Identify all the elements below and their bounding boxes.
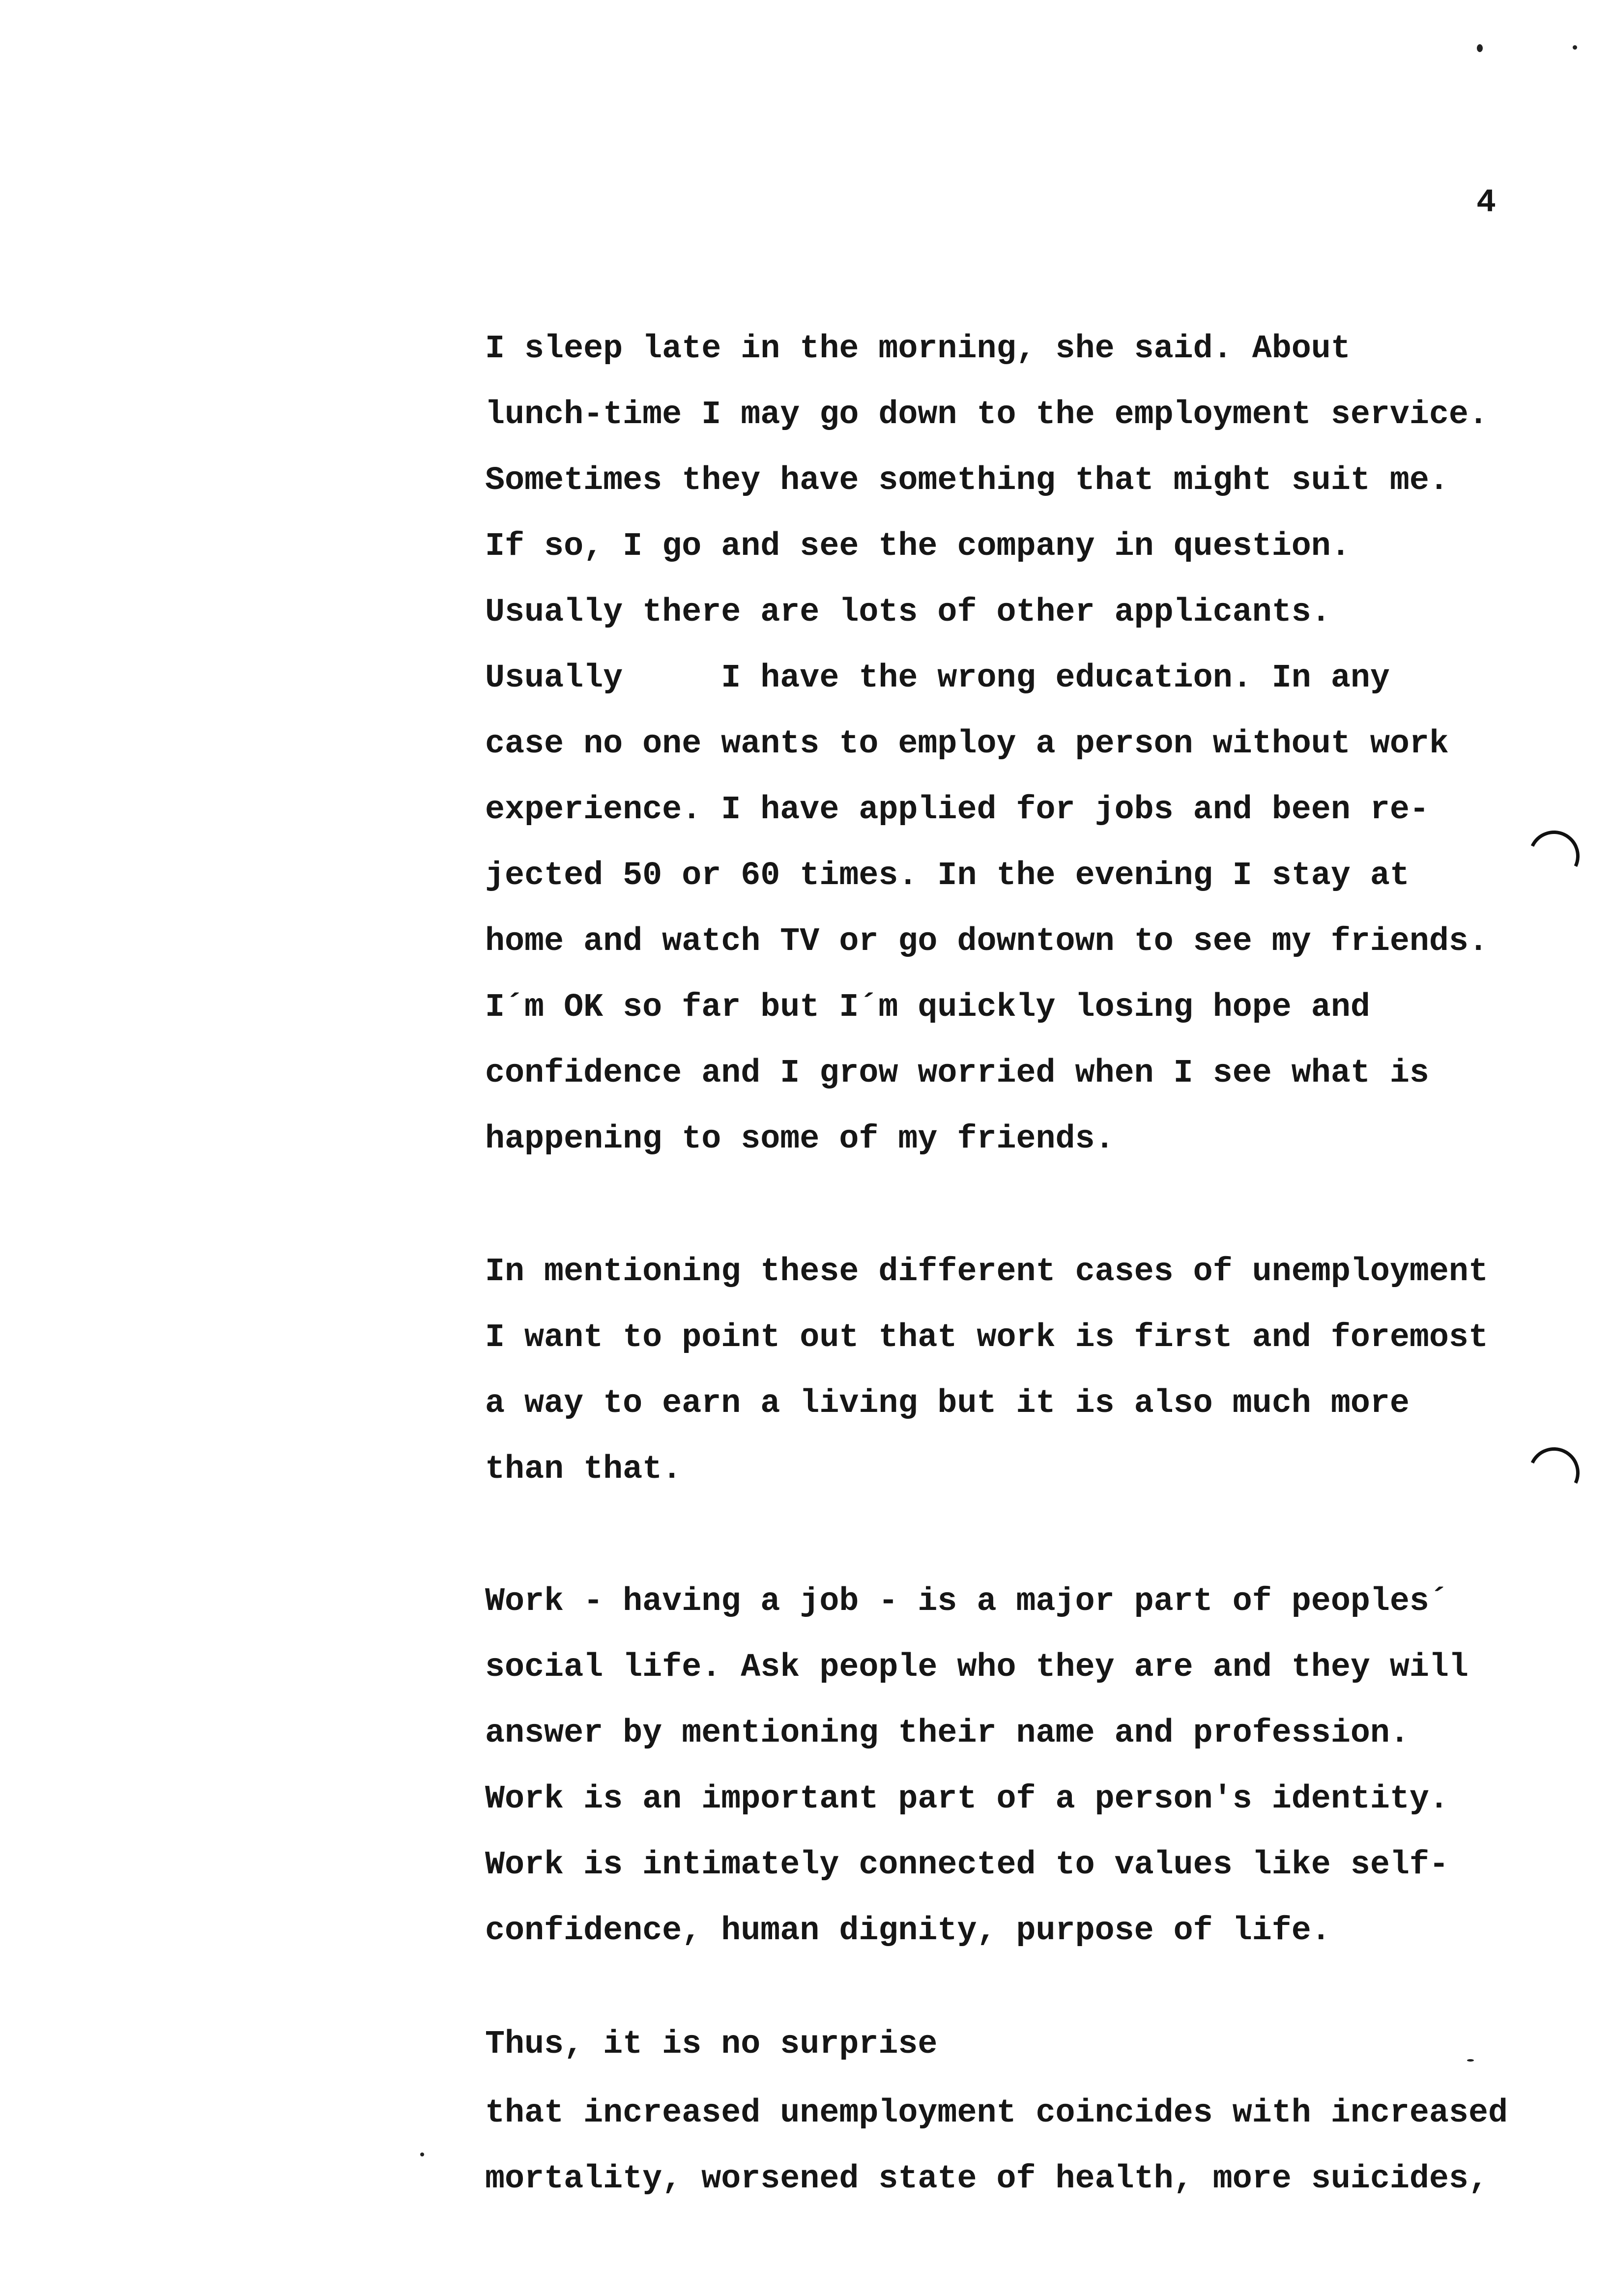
text-line: than that. [485, 1451, 682, 1488]
text-line: In mentioning these different cases of unemployment [485, 1253, 1488, 1291]
paragraph-interview-quote [485, 316, 1566, 1172]
speck-mark [1573, 45, 1577, 50]
text-line: a way to earn a living but it is also much more [485, 1385, 1410, 1422]
paragraph-unemployment-effects [485, 2011, 1566, 2212]
text-line: Usually I have the wrong education. In any [485, 660, 1390, 697]
page-number: 4 [1476, 184, 1497, 222]
text-line: If so, I go and see the company in question. [485, 528, 1351, 565]
text-line: Thus, it is no surprise [485, 2026, 938, 2063]
text-line: lunch-time I may go down to the employment service. [485, 396, 1488, 433]
text-line: mortality, worsened state of health, more suicides, [485, 2160, 1488, 2198]
text-line: experience. I have applied for jobs and been re- [485, 791, 1429, 829]
text-line: social life. Ask people who they are and they will [485, 1649, 1468, 1686]
text-line: Work is an important part of a person's identity. [485, 1780, 1449, 1818]
speck-mark [420, 2152, 424, 2156]
paragraph-work-meaning [485, 1239, 1566, 1502]
paragraph-work-identity [485, 1569, 1566, 1964]
text-line: confidence and I grow worried when I see what is [485, 1055, 1429, 1092]
text-line: Work is intimately connected to values like self- [485, 1846, 1449, 1884]
speck-mark [1467, 2059, 1474, 2062]
speck-mark [1477, 44, 1483, 52]
text-line: confidence, human dignity, purpose of life. [485, 1912, 1331, 1950]
text-line: I want to point out that work is first and foremost [485, 1319, 1488, 1356]
text-line: I´m OK so far but I´m quickly losing hope and [485, 989, 1370, 1026]
text-line: jected 50 or 60 times. In the evening I stay at [485, 857, 1410, 894]
text-line: case no one wants to employ a person without work [485, 725, 1449, 763]
text-line: home and watch TV or go downtown to see my friends. [485, 923, 1488, 960]
text-line: I sleep late in the morning, she said. About [485, 330, 1351, 368]
text-line: answer by mentioning their name and profession. [485, 1715, 1410, 1752]
text-line: that increased unemployment coincides with increased [485, 2095, 1508, 2132]
text-line: Work - having a job - is a major part of peoples´ [485, 1583, 1449, 1620]
text-line: Usually there are lots of other applicants. [485, 594, 1331, 631]
text-line: Sometimes they have something that might suit me. [485, 462, 1449, 499]
text-line: happening to some of my friends. [485, 1120, 1115, 1158]
